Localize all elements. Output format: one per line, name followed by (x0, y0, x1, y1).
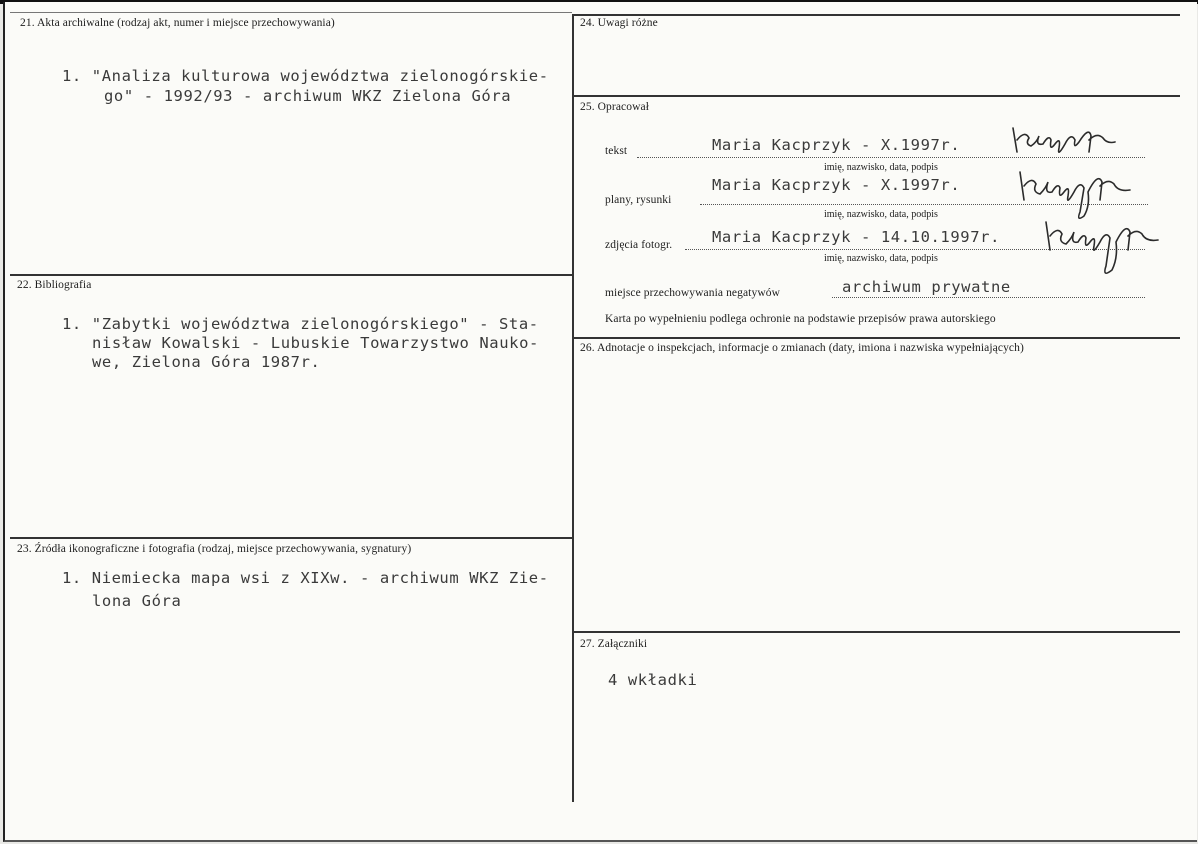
tekst-label: tekst (605, 145, 628, 157)
tekst-caption: imię, nazwisko, data, podpis (824, 162, 938, 173)
copyright-note: Karta po wypełnieniu podlega ochronie na podstawie przepisów prawa autorskiego (605, 313, 996, 325)
plany-label: plany, rysunki (605, 194, 672, 206)
section-27-label: 27. Załączniki (580, 638, 648, 650)
section-22-line-1: 1. "Zabytki województwa zielonogórskiego" - Sta- (62, 315, 539, 333)
signature-zdjecia (1038, 214, 1163, 284)
column-divider (572, 14, 574, 802)
negatives-dotted-line (832, 297, 1145, 298)
section-27-value: 4 wkładki (608, 671, 698, 689)
section-21-label: 21. Akta archiwalne (rodzaj akt, numer i miejsce przechowywania) (20, 17, 335, 29)
section-25-label: 25. Opracował (580, 101, 649, 113)
zdjecia-caption: imię, nazwisko, data, podpis (824, 253, 938, 264)
zdjecia-label: zdjęcia fotogr. (605, 239, 673, 251)
section-21-line-1: 1. "Analiza kulturowa województwa zielonogórskie- (62, 67, 549, 85)
zdjecia-value: Maria Kacprzyk - 14.10.1997r. (712, 228, 1001, 246)
section-22-label: 22. Bibliografia (17, 279, 92, 291)
divider-21-22 (10, 274, 572, 276)
divider-25-26 (574, 337, 1180, 339)
divider-26-27 (574, 631, 1180, 633)
section-23-label: 23. Źródła ikonograficzne i fotografia (rodzaj, miejsce przechowywania, sygnatury) (17, 543, 412, 555)
section-23-line-2: lona Góra (92, 592, 182, 610)
divider-top-right (574, 14, 1180, 16)
section-21-line-2: go" - 1992/93 - archiwum WKZ Zielona Góra (104, 87, 512, 105)
tekst-value: Maria Kacprzyk - X.1997r. (712, 136, 961, 154)
plany-caption: imię, nazwisko, data, podpis (824, 209, 938, 220)
divider-24-25 (574, 95, 1180, 97)
divider-22-23 (10, 537, 572, 539)
section-22-line-2: nisław Kowalski - Lubuskie Towarzystwo Nauko- (92, 334, 539, 352)
section-26-label: 26. Adnotacje o inspekcjach, informacje o zmianach (daty, imiona i nazwiska wypełniających) (580, 342, 1024, 354)
divider-top-left (10, 12, 572, 13)
signature-tekst (1005, 122, 1120, 162)
negatives-label: miejsce przechowywania negatywów (605, 287, 780, 299)
section-24-label: 24. Uwagi różne (580, 17, 658, 29)
section-22-line-3: we, Zielona Góra 1987r. (92, 353, 321, 371)
plany-value: Maria Kacprzyk - X.1997r. (712, 176, 961, 194)
section-23-line-1: 1. Niemiecka mapa wsi z XIXw. - archiwum WKZ Zie- (62, 569, 549, 587)
negatives-value: archiwum prywatne (842, 278, 1011, 296)
